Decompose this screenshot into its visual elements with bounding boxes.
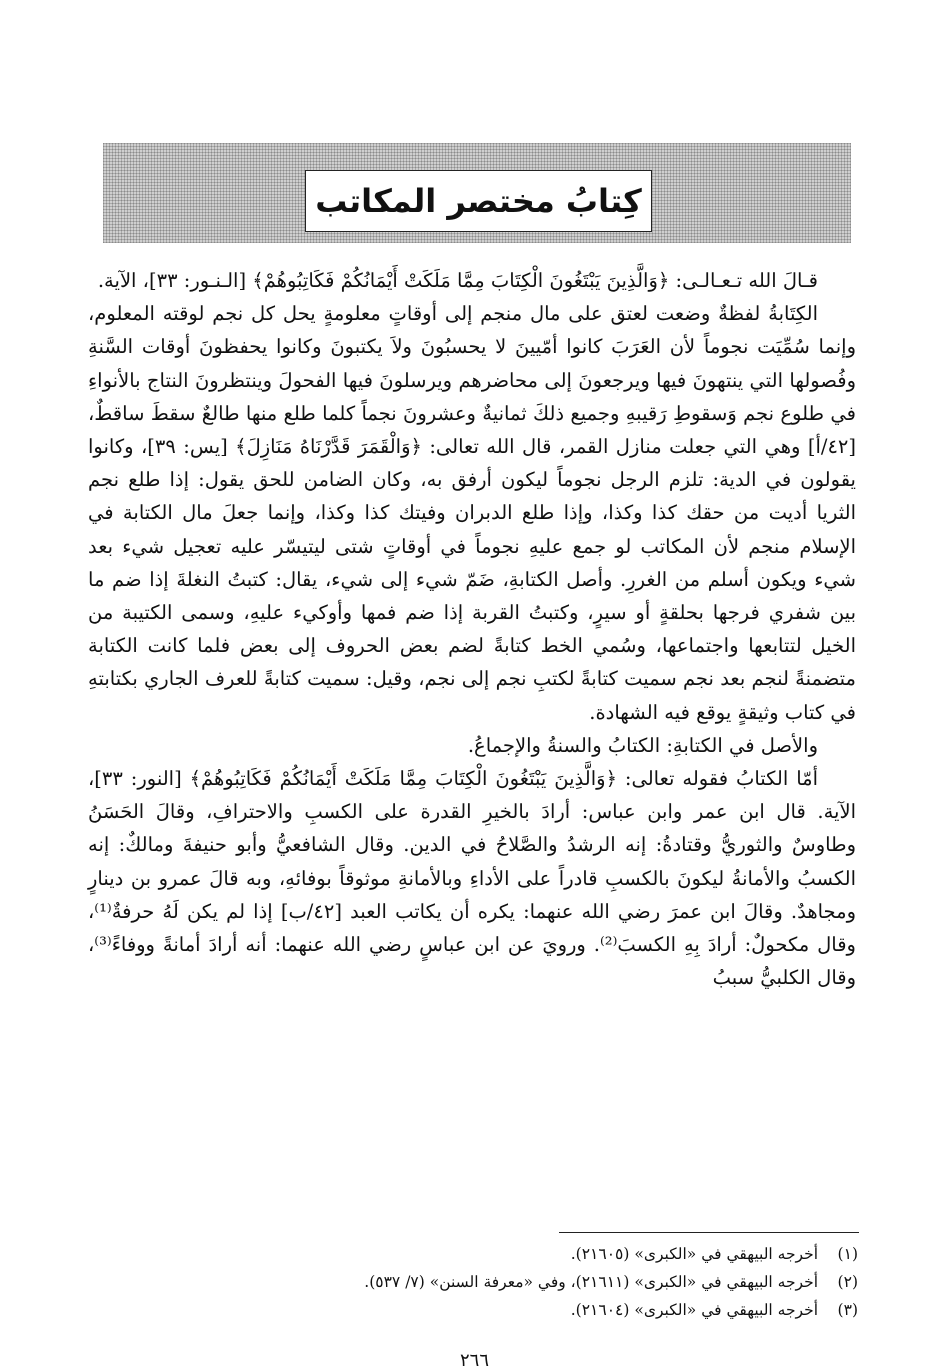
footnote-item <box>88 1296 858 1324</box>
paragraph-verse: قـالَ الله تـعـالـى: ﴿وَالَّذِينَ يَبْتَغُونَ الْكِتَابَ مِمَّا مَلَكَتْ أَيْمَانُكُمْ فَكَاتِبُوهُمْ﴾ [الـنـور: ٣٣]، الآية. <box>97 269 818 292</box>
paragraph-definition: الكِتَابةُ لفظةٌ وضعت لعتق على مال منجم إلى أوقاتٍ معلومةٍ يحل كل نجم لوقته المعلوم، وإنما سُمِّيَت نجوماً لأن العَرَبَ كانوا أمّيينَ لا يحسبُونَ ولاَ يكتبونَ وكانوا يحفظونَ أوقات السَّنةِ وفُصولها التي ينتهونَ فيها ويرجعونَ إلى محاضرهم ويرسلونَ فيها الفحولَ وينتظرونَ النتاج بالأنواءِ في طلوع نجم وَسقوطِ رَقيبهِ وجميع ذلكَ ثمانيةٌ وعشرونَ نجماً كلما طلع منها طالعٌ سقطَ ساقطٌ، [٤٢/أ] وهي التي جعلت منازل القمر، قال الله تعالى: ﴿وَالْقَمَرَ قَدَّرْنَاهُ مَنَازِلَ﴾ [يس: ٣٩]، وكانوا يقولون في الدية: تلزم الرجل نجوماً ليكون أرفق به، وكان الضامن للحق يقول: إذا طلع نجم الثريا أديت من حقك كذا وكذا، وإذا طلع الدبران وفيتك كذا وكذا، وإنما جعلَ مال الكتابة في الإسلام منجم لأن المكاتب لو جمع عليهِ نجوماً في أوقاتٍ شتى ليتيسّر عليه تعجيل شيء بعد شيء ويكون أسلم من الغررِ. وأصل الكتابةِ، ضَمّ شيء إلى شيء، يقال: كتبتُ النغلةَ إذا ضم ما بين شفري فرجها بحلقةٍ أو سيرٍ، وكتبتُ القربة إذا ضم فمها وأوكيء عليهِ، وسمى الكتيبة من الخيل لتتابعها واجتماعها، وسُمي الخط كتابةً لضم بعض الحروف إلى بعض فلما كانت الكتابة متضمنةً لنجم بعد نجم سميت كتابةً لكتبِ نجم إلى نجم، وقيل: سميت كتابةً للعرف الجاري بكتابتهِ في كتاب وثيقةٍ يوقع فيه الشهادة. <box>88 302 856 724</box>
footnote-separator <box>559 1232 859 1233</box>
footnote-number: (٢) <box>837 1273 858 1291</box>
footnotes <box>88 1240 858 1324</box>
paragraph-quran-evidence: أمّا الكتابُ فقوله تعالى: ﴿وَالَّذِينَ يَبْتَغُونَ الْكِتَابَ مِمَّا مَلَكَتْ أَيْمَانُكُمْ فَكَاتِبُوهُمْ﴾ [النور: ٣٣]، الآية. قال ابن عمر وابن عباس: أرادَ بالخيرِ القدرة على الكسبِ والاحترافِ، وقالَ الحَسَنُ وطاوسٌ والثوريُّ وقتادةُ: إنه الرشدُ والصَّلاحُ في الدين. وقال الشافعيُّ وأبو حنيفةَ ومالكٌ: إنه الكسبُ والأمانةُ ليكونَ بالكسبِ قادراً على الأداءِ وبالأمانةِ موثوقاً بوفائهِ، وبه قالَ عمرو بن دينارٍ ومجاهدٌ. وقالَ ابن عمرَ رضي الله عنهما: يكره أن يكاتب العبد [٤٢/ب] إذا لم يكن لَهُ حرفةٌ⁽¹⁾، وقال مكحولٌ: أرادَ بِهِ الكسبَ⁽²⁾. ورويَ عن ابن عباسٍ رضي الله عنهما: أنه أرادَ أمانةً ووفاءً⁽³⁾، وقال الكلبيُّ سببُ <box>88 767 856 990</box>
paragraph-origin: والأصل في الكتابةِ: الكتابُ والسنةُ والإجماعُ. <box>467 733 818 757</box>
page-number: ٢٦٦ <box>459 1350 489 1371</box>
footnote-text: أخرجه البيهقي في «الكبرى» (٢١٦٠٤). <box>570 1301 818 1319</box>
body-text <box>88 264 856 994</box>
footnote-text: أخرجه البيهقي في «الكبرى» (٢١٦٠٥). <box>570 1245 818 1263</box>
footnote-number: (١) <box>837 1245 858 1263</box>
footnote-item <box>88 1240 858 1268</box>
title-box <box>305 170 652 232</box>
footnote-number: (٣) <box>837 1301 858 1319</box>
footnote-item <box>88 1268 858 1296</box>
footnote-text: أخرجه البيهقي في «الكبرى» (٢١٦١١)، وفي «معرفة السنن» (٧/ ٥٣٧). <box>364 1273 818 1291</box>
chapter-title: كِتابُ مختصر المكاتب <box>315 182 642 220</box>
